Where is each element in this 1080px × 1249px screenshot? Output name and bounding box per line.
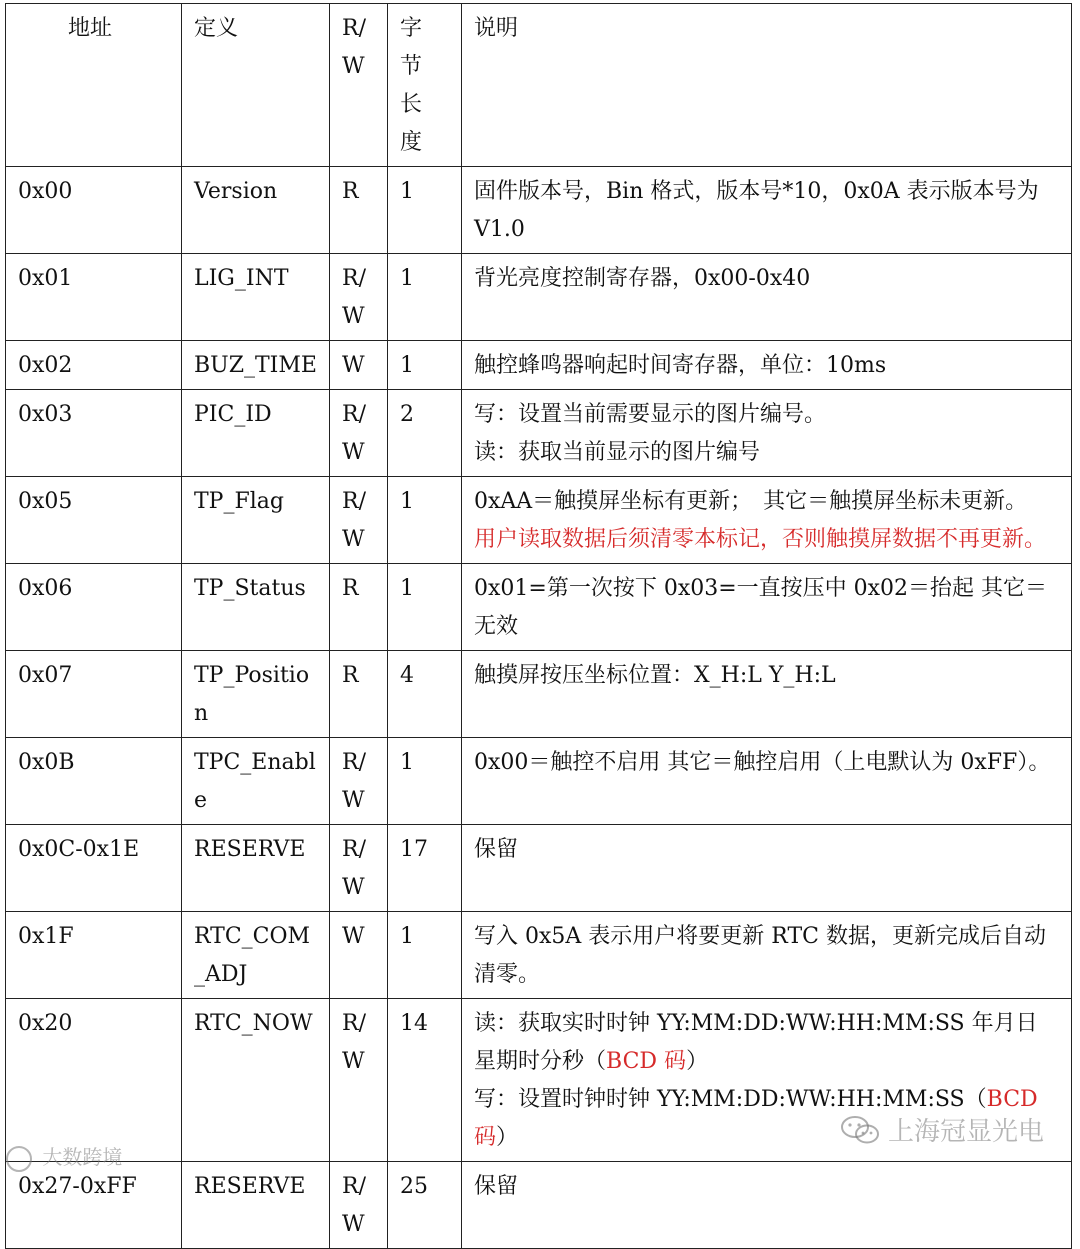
cell-address: 0x00	[6, 167, 182, 254]
watermark-left	[6, 1141, 122, 1172]
header-len-char: 度	[400, 130, 423, 155]
cell-definition: RTC_COM_ADJ	[182, 912, 330, 999]
cell-description	[462, 1162, 1072, 1249]
cell-description	[462, 341, 1072, 390]
cell-definition: RESERVE	[182, 825, 330, 912]
cell-rw	[330, 341, 388, 390]
cell-byte-length: 25	[388, 1162, 462, 1249]
table-header-row	[6, 4, 1072, 167]
header-rw-line1: R/	[342, 16, 366, 41]
wechat-icon	[840, 1114, 880, 1146]
table-row	[6, 738, 1072, 825]
description-paragraph	[474, 744, 1059, 782]
cell-byte-length: 1	[388, 912, 462, 999]
watermark-right	[840, 1111, 1044, 1148]
cell-address: 0x27-0xFF	[6, 1162, 182, 1249]
cell-description	[462, 477, 1072, 564]
cell-byte-length: 1	[388, 341, 462, 390]
cell-rw	[330, 564, 388, 651]
description-paragraph	[474, 1005, 1059, 1081]
cell-rw-line: R	[342, 576, 359, 601]
cell-byte-length: 1	[388, 738, 462, 825]
description-paragraph	[474, 483, 1059, 521]
description-text: 固件版本号，Bin 格式，版本号*10，0x0A 表示版本号为 V1.0	[474, 179, 1039, 242]
header-byte-length	[388, 4, 462, 167]
cell-rw-line: W	[342, 875, 365, 900]
cell-rw-line: R	[342, 179, 359, 204]
description-paragraph	[474, 521, 1059, 559]
description-text: 写：设置时钟时钟 YY:MM:DD:WW:HH:MM:SS（	[474, 1087, 987, 1112]
circle-logo-icon	[6, 1146, 32, 1172]
cell-address: 0x0C-0x1E	[6, 825, 182, 912]
table-row	[6, 341, 1072, 390]
watermark-left-text: 大数跨境	[42, 1145, 123, 1169]
watermark-right-text: 上海冠显光电	[888, 1117, 1045, 1147]
cell-address: 0x03	[6, 390, 182, 477]
description-text: 写入 0x5A 表示用户将要更新 RTC 数据，更新完成后自动清零。	[474, 924, 1046, 987]
cell-rw	[330, 254, 388, 341]
description-paragraph	[474, 657, 1059, 695]
cell-address: 0x06	[6, 564, 182, 651]
cell-byte-length: 1	[388, 477, 462, 564]
cell-rw-line: R/	[342, 1174, 366, 1199]
description-paragraph	[474, 396, 1059, 434]
cell-rw	[330, 825, 388, 912]
cell-definition: TPC_Enable	[182, 738, 330, 825]
header-definition: 定义	[182, 4, 330, 167]
cell-definition: TP_Status	[182, 564, 330, 651]
cell-byte-length: 1	[388, 254, 462, 341]
header-len-char: 长	[400, 92, 423, 117]
cell-rw	[330, 999, 388, 1162]
header-len-char: 字	[400, 16, 423, 41]
table-row	[6, 390, 1072, 477]
cell-rw-line: W	[342, 440, 365, 465]
cell-byte-length: 1	[388, 167, 462, 254]
description-paragraph	[474, 434, 1059, 472]
description-note-red: 用户读取数据后须清零本标记，否则触摸屏数据不再更新。	[474, 527, 1047, 552]
table-row	[6, 477, 1072, 564]
cell-address: 0x02	[6, 341, 182, 390]
cell-definition: RTC_NOW	[182, 999, 330, 1162]
cell-rw-line: R/	[342, 750, 366, 775]
cell-byte-length: 1	[388, 564, 462, 651]
cell-byte-length: 17	[388, 825, 462, 912]
register-table	[5, 3, 1072, 1249]
cell-description	[462, 825, 1072, 912]
cell-rw-line: R	[342, 663, 359, 688]
description-paragraph	[474, 173, 1059, 249]
description-paragraph	[474, 347, 1059, 385]
description-paragraph	[474, 918, 1059, 994]
cell-byte-length: 2	[388, 390, 462, 477]
cell-rw-line: W	[342, 924, 365, 949]
cell-rw	[330, 651, 388, 738]
cell-byte-length: 4	[388, 651, 462, 738]
cell-rw-line: R/	[342, 489, 366, 514]
cell-address: 0x01	[6, 254, 182, 341]
table-row	[6, 912, 1072, 999]
header-rw	[330, 4, 388, 167]
cell-rw-line: W	[342, 788, 365, 813]
cell-address: 0x05	[6, 477, 182, 564]
description-text: ）	[686, 1049, 709, 1074]
cell-rw-line: R/	[342, 266, 366, 291]
header-description: 说明	[462, 4, 1072, 167]
cell-definition: TP_Position	[182, 651, 330, 738]
cell-definition: BUZ_TIME	[182, 341, 330, 390]
description-text: 触摸屏按压坐标位置：X_H:L Y_H:L	[474, 663, 836, 688]
description-text: 读：获取当前显示的图片编号	[474, 440, 761, 465]
description-text: 0x01=第一次按下 0x03=一直按压中 0x02＝抬起 其它＝无效	[474, 576, 1048, 639]
cell-description	[462, 651, 1072, 738]
cell-rw	[330, 477, 388, 564]
description-paragraph	[474, 570, 1059, 646]
cell-rw-line: W	[342, 1049, 365, 1074]
cell-rw	[330, 1162, 388, 1249]
cell-rw-line: R/	[342, 1011, 366, 1036]
header-len-char: 节	[400, 54, 423, 79]
description-text: 背光亮度控制寄存器，0x00-0x40	[474, 266, 811, 291]
cell-rw-line: R/	[342, 402, 366, 427]
description-paragraph	[474, 260, 1059, 298]
description-paragraph	[474, 831, 1059, 869]
cell-byte-length: 14	[388, 999, 462, 1162]
description-text: 触控蜂鸣器响起时间寄存器，单位：10ms	[474, 353, 887, 378]
cell-description	[462, 167, 1072, 254]
cell-description	[462, 254, 1072, 341]
description-note-red: BCD 码	[606, 1049, 687, 1074]
table-row	[6, 651, 1072, 738]
cell-address: 0x1F	[6, 912, 182, 999]
cell-address: 0x0B	[6, 738, 182, 825]
description-text: ）	[496, 1125, 519, 1150]
description-text: 写：设置当前需要显示的图片编号。	[474, 402, 827, 427]
cell-rw	[330, 738, 388, 825]
description-text: 保留	[474, 1174, 519, 1199]
description-text: 0x00＝触控不启用 其它＝触控启用（上电默认为 0xFF）。	[474, 750, 1051, 775]
cell-definition: Version	[182, 167, 330, 254]
cell-rw	[330, 390, 388, 477]
table-row	[6, 167, 1072, 254]
table-row	[6, 254, 1072, 341]
cell-definition: LIG_INT	[182, 254, 330, 341]
cell-rw-line: W	[342, 304, 365, 329]
cell-rw-line: W	[342, 353, 365, 378]
description-text: 读：获取实时时钟 YY:MM:DD:WW:HH:MM:SS 年月日星期时分秒（	[474, 1011, 1038, 1074]
cell-definition: RESERVE	[182, 1162, 330, 1249]
cell-definition: PIC_ID	[182, 390, 330, 477]
table-row	[6, 564, 1072, 651]
table-row	[6, 1162, 1072, 1249]
description-text: 0xAA＝触摸屏坐标有更新； 其它＝触摸屏坐标未更新。	[474, 489, 1028, 514]
cell-description	[462, 738, 1072, 825]
cell-address: 0x07	[6, 651, 182, 738]
header-rw-line2: W	[342, 54, 365, 79]
description-paragraph	[474, 1168, 1059, 1206]
cell-definition: TP_Flag	[182, 477, 330, 564]
cell-rw-line: R/	[342, 837, 366, 862]
cell-description	[462, 390, 1072, 477]
cell-address: 0x20	[6, 999, 182, 1162]
table-row	[6, 825, 1072, 912]
cell-description	[462, 564, 1072, 651]
cell-description	[462, 912, 1072, 999]
description-note-red: BCD 码	[474, 1087, 1038, 1150]
header-address: 地址	[6, 4, 182, 167]
register-table-body	[6, 4, 1072, 1249]
description-text: 保留	[474, 837, 519, 862]
cell-rw	[330, 167, 388, 254]
cell-rw-line: W	[342, 1212, 365, 1237]
cell-rw	[330, 912, 388, 999]
cell-rw-line: W	[342, 527, 365, 552]
